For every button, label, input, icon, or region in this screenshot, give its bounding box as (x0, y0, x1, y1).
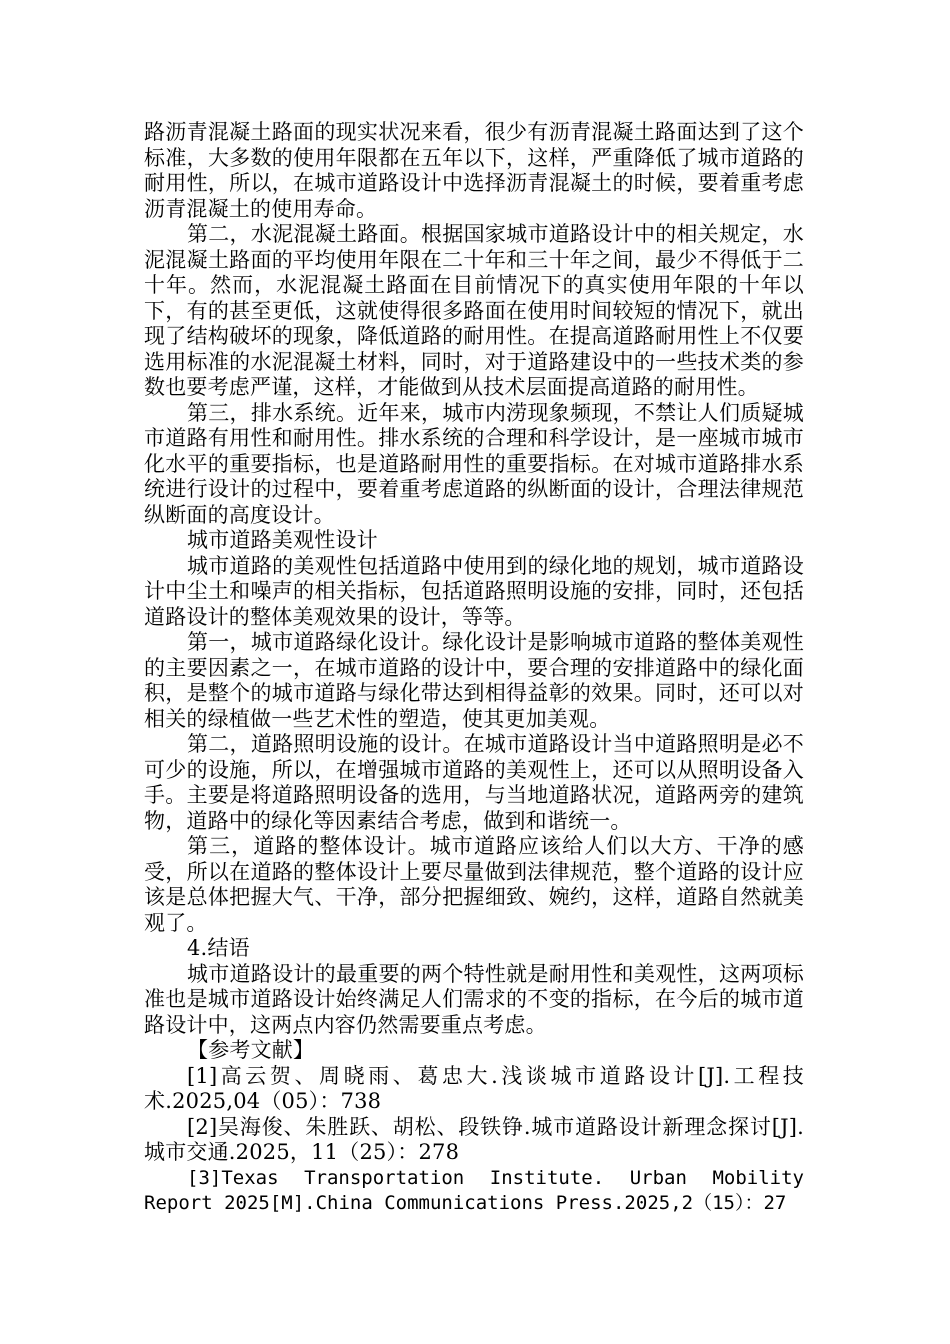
reference-item-1: [1]高云贺、周晓雨、葛忠大.浅谈城市道路设计[J].工程技术.2025,04（05）：738 (144, 1063, 804, 1113)
paragraph-drainage: 第三，排水系统。近年来，城市内涝现象频现，不禁让人们质疑城市道路有用性和耐用性。排水系统的合理和科学设计，是一座城市城市化水平的重要指标，也是道路耐用性的重要指标。在对城市道路排水系统进行设计的过程中，要着重考虑道路的纵断面的设计，合理法律规范纵断面的高度设计。 (144, 400, 804, 527)
reference-item-2: [2]吴海俊、朱胜跃、胡松、段铁铮.城市道路设计新理念探讨[J].城市交通.2025，11（25）：278 (144, 1114, 804, 1164)
paragraph-conclusion: 城市道路设计的最重要的两个特性就是耐用性和美观性，这两项标准也是城市道路设计始终满足人们需求的不变的指标，在今后的城市道路设计中，这两点内容仍然需要重点考虑。 (144, 961, 804, 1037)
paragraph-overall-design: 第三，道路的整体设计。城市道路应该给人们以大方、干净的感受，所以在道路的整体设计上要尽量做到法律规范，整个道路的设计应该是总体把握大气、干净，部分把握细致、婉约，这样，道路自然就美观了。 (144, 834, 804, 935)
paragraph-asphalt-continued: 路沥青混凝土路面的现实状况来看，很少有沥青混凝土路面达到了这个标准，大多数的使用年限都在五年以下，这样，严重降低了城市道路的耐用性，所以，在城市道路设计中选择沥青混凝土的时候，要着重考虑沥青混凝土的使用寿命。 (144, 120, 804, 221)
paragraph-aesthetics-intro: 城市道路的美观性包括道路中使用到的绿化地的规划，城市道路设计中尘土和噪声的相关指标，包括道路照明设施的安排，同时，还包括道路设计的整体美观效果的设计，等等。 (144, 553, 804, 629)
paragraph-lighting: 第二，道路照明设施的设计。在城市道路设计当中道路照明是必不可少的设施，所以，在增强城市道路的美观性上，还可以从照明设备入手。主要是将道路照明设备的选用，与当地道路状况，道路两旁的建筑物，道路中的绿化等因素结合考虑，做到和谐统一。 (144, 732, 804, 833)
paragraph-greening: 第一，城市道路绿化设计。绿化设计是影响城市道路的整体美观性的主要因素之一，在城市道路的设计中，要合理的安排道路中的绿化面积，是整个的城市道路与绿化带达到相得益彰的效果。同时，还可以对相关的绿植做一些艺术性的塑造，使其更加美观。 (144, 630, 804, 731)
paragraph-cement-road: 第二，水泥混凝土路面。根据国家城市道路设计中的相关规定，水泥混凝土路面的平均使用年限在二十年和三十年之间，最少不得低于二十年。然而，水泥混凝土路面在目前情况下的真实使用年限的十年以下，有的甚至更低，这就使得很多路面在使用时间较短的情况下，就出现了结构破坏的现象，降低道路的耐用性。在提高道路耐用性上不仅要选用标准的水泥混凝土材料，同时，对于道路建设中的一些技术类的参数也要考虑严谨，这样，才能做到从技术层面提高道路的耐用性。 (144, 222, 804, 399)
references-heading: 【参考文献】 (187, 1038, 315, 1062)
document-page (144, 120, 816, 1217)
section-heading-aesthetics: 城市道路美观性设计 (187, 528, 378, 552)
section-heading-conclusion: 4.结语 (187, 936, 250, 960)
reference-item-3: [3]Texas Transportation Institute. Urban Mobility Report 2025[M].China Communications Press.2025,2（15）：27 (144, 1166, 816, 1214)
